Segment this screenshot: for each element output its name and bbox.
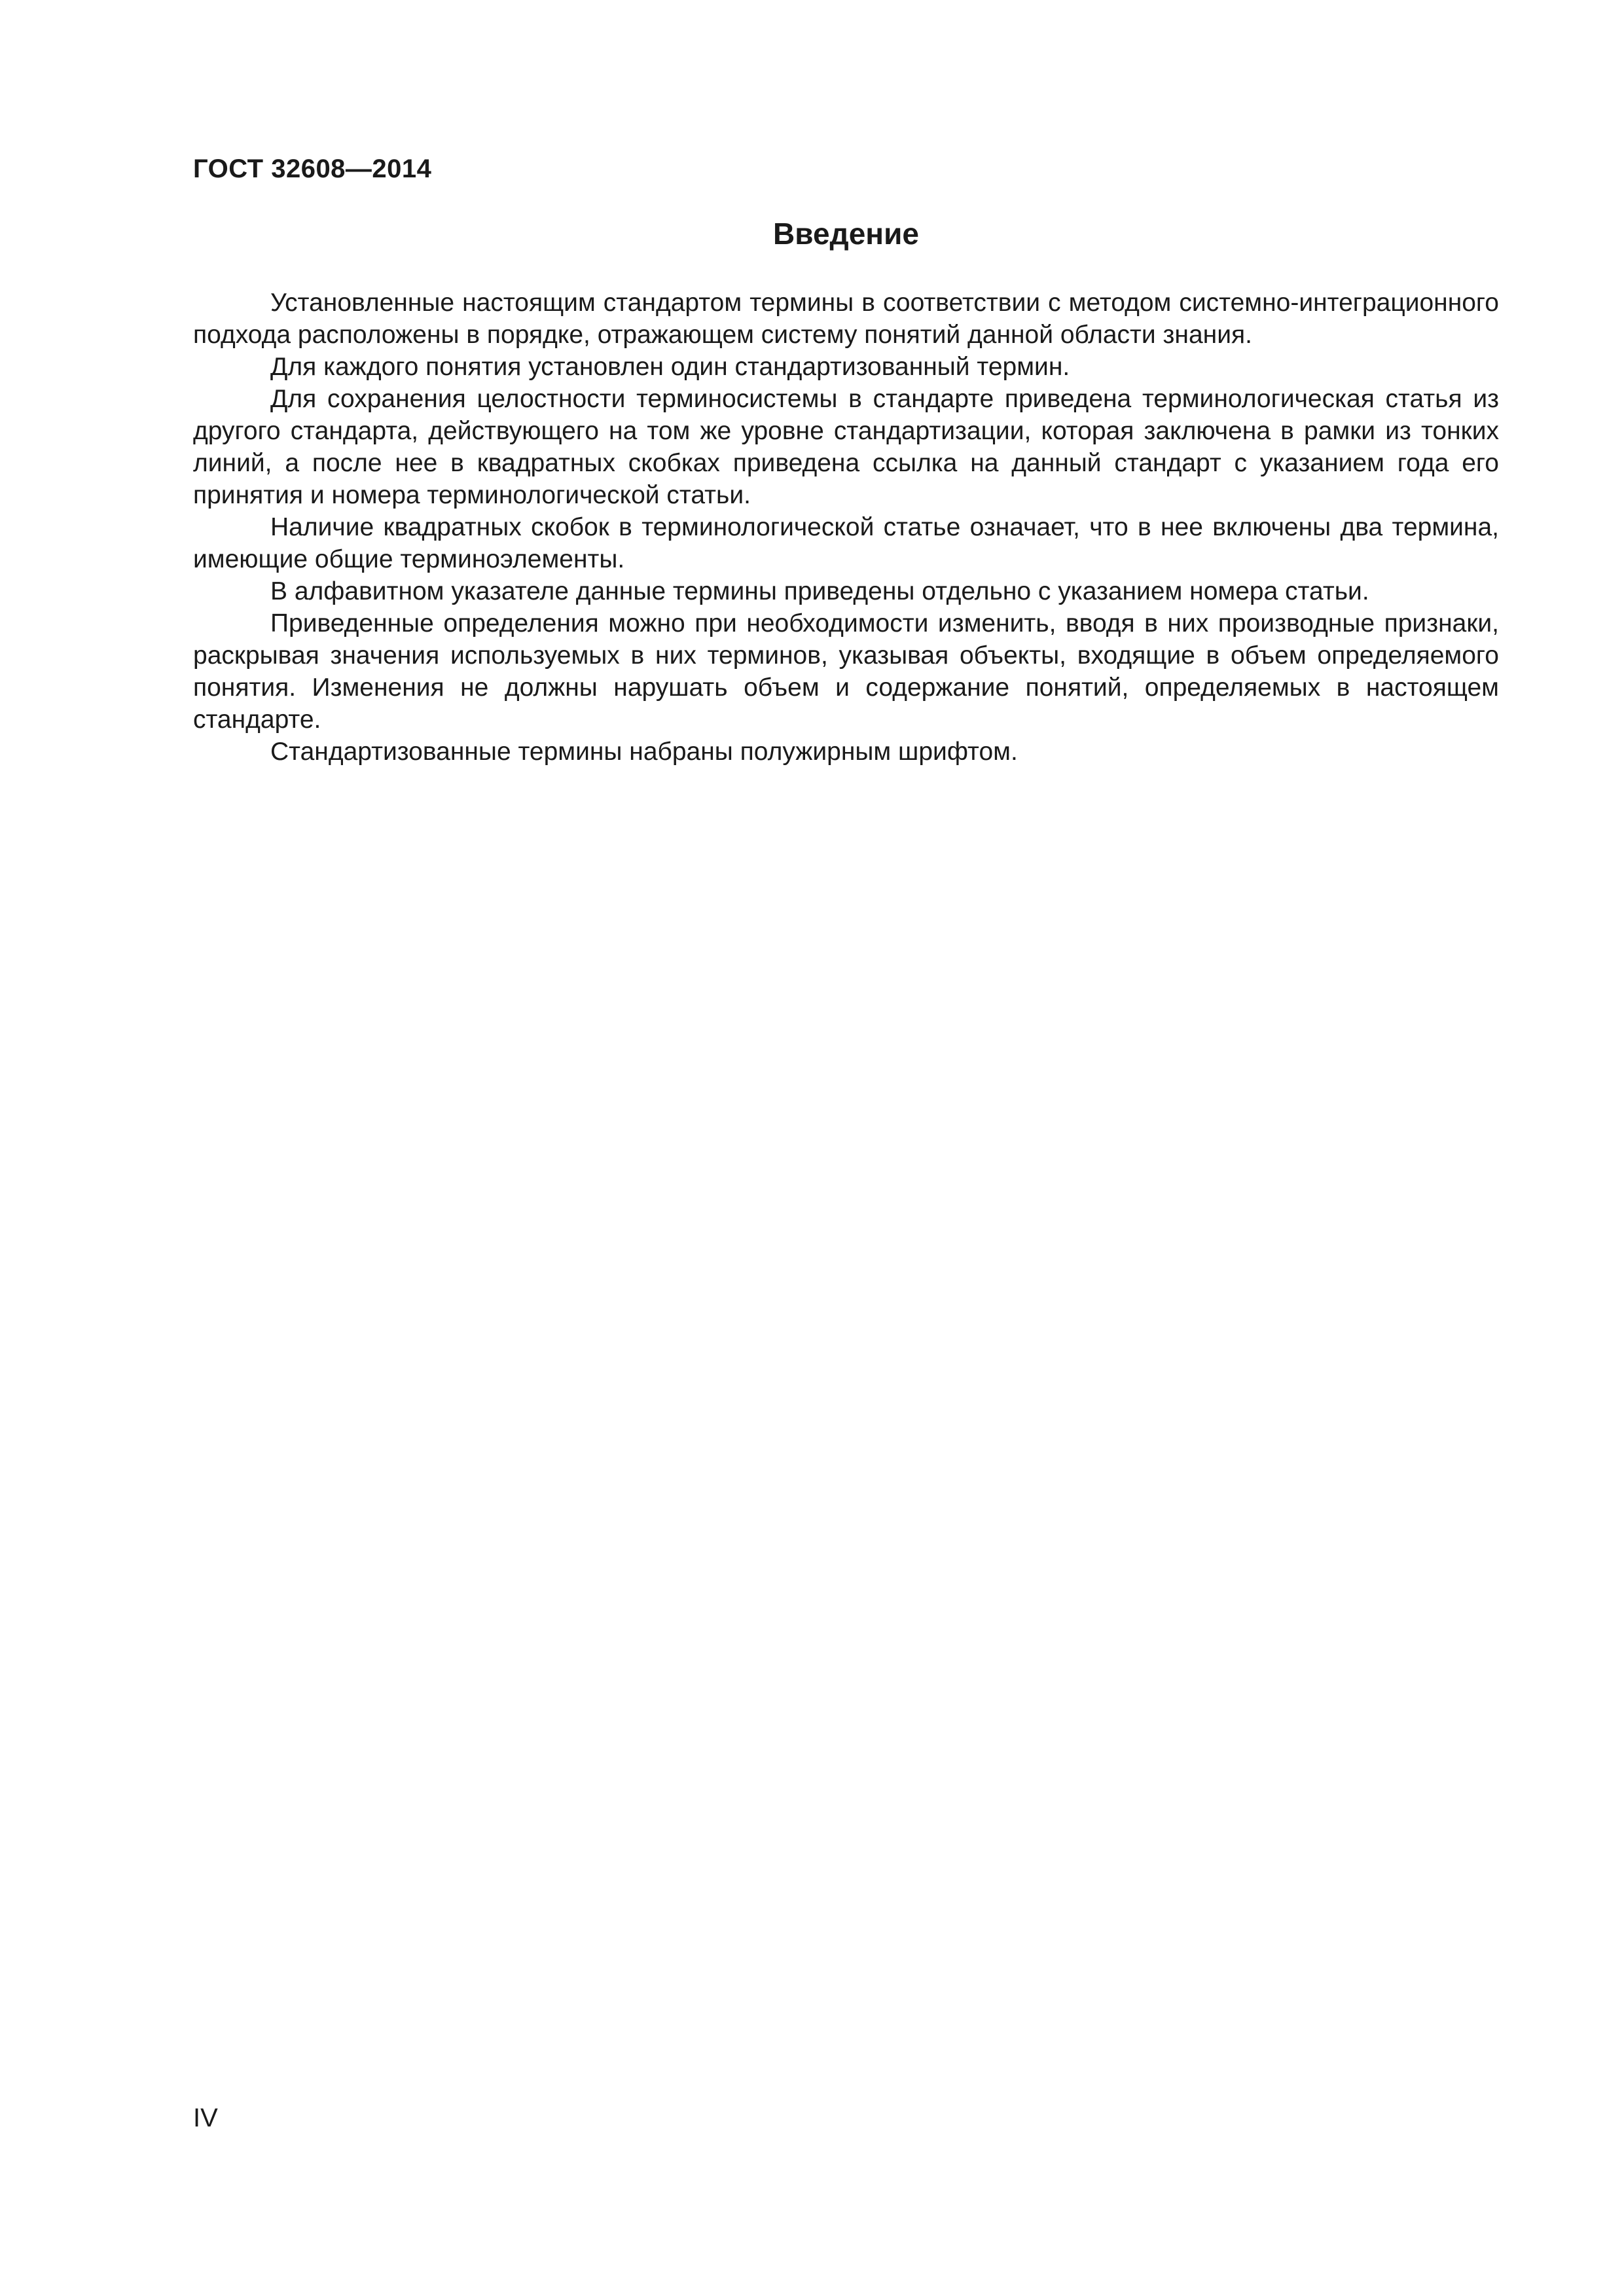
introduction-body bbox=[193, 287, 1499, 768]
paragraph: Для сохранения целостности терминосистемы в стандарте приведена терминологическая статья из другого стандарта, действующего на том же уровне стандартизации, которая заключена в рамки из тонких линий, а после нее в квадратных скобках приведена ссылка на данный стандарт с указанием года его принятия и номера терминологической статьи. bbox=[193, 385, 1499, 509]
paragraph: Для каждого понятия установлен один стандартизованный термин. bbox=[270, 353, 1070, 381]
paragraph: Приведенные определения можно при необходимости изменить, вводя в них производные признаки, раскрывая значения используемых в них терминов, указывая объекты, входящие в объем определяемого понятия. Изменения не должны нарушать объем и содержание понятий, определяемых в настоящем стандарте. bbox=[193, 609, 1499, 734]
standard-code: ГОСТ 32608—2014 bbox=[193, 154, 432, 183]
paragraph: Стандартизованные термины набраны полужирным шрифтом. bbox=[270, 738, 1018, 766]
paragraph: Наличие квадратных скобок в терминологической статье означает, что в нее включены два термина, имеющие общие терминоэлементы. bbox=[193, 513, 1499, 573]
paragraph: Установленные настоящим стандартом термины в соответствии с методом системно-интеграционного подхода расположены в порядке, отражающем систему понятий данной области знания. bbox=[193, 289, 1499, 349]
paragraph: В алфавитном указателе данные термины приведены отдельно с указанием номера статьи. bbox=[270, 577, 1369, 605]
page-number: IV bbox=[193, 2104, 218, 2132]
section-title: Введение bbox=[773, 217, 919, 251]
